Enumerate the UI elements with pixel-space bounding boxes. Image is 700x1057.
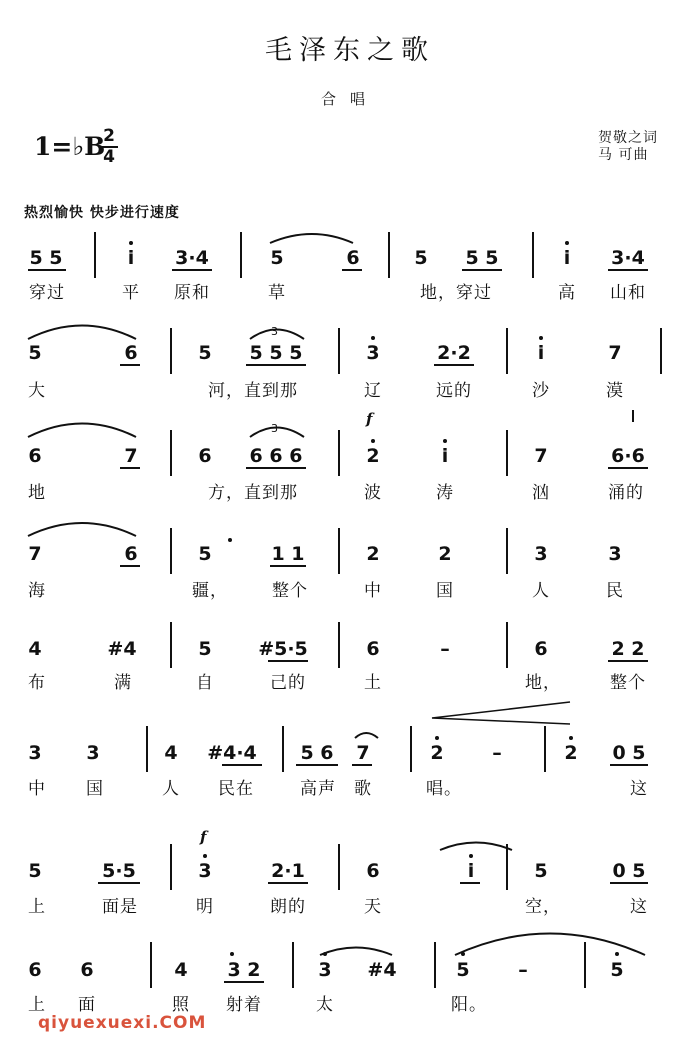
composer: 马 可曲 <box>598 147 649 163</box>
note: 5 <box>28 860 42 882</box>
lyric: 大 <box>28 381 46 401</box>
lyric: 天 <box>364 897 382 917</box>
note-group: 3·4 <box>611 247 645 269</box>
tie-arc <box>28 424 136 438</box>
note: 4 <box>174 959 188 981</box>
note: 3 <box>534 543 548 565</box>
site-watermark: qiyuexuexi.COM <box>38 1013 207 1033</box>
note-group: 2·2 <box>437 342 471 364</box>
time-signature-bottom: 4 <box>103 147 115 167</box>
lyric: 原和 <box>174 283 210 303</box>
note: 7 <box>124 445 138 467</box>
note: 7 <box>356 742 370 764</box>
tuplet-number: 3 <box>271 325 278 338</box>
lyric: 国 <box>436 581 454 601</box>
note: 4 <box>164 742 178 764</box>
note: 6 <box>534 638 548 660</box>
note-group: #4·4 <box>207 742 257 764</box>
lyric: 汹 <box>532 483 550 503</box>
lyric: 山和 <box>610 283 646 303</box>
lyric: 阳。 <box>451 995 487 1015</box>
lyric: 国 <box>86 779 104 799</box>
lyric: 这 <box>630 779 648 799</box>
lyric: 土 <box>364 673 382 693</box>
note-group: 5 5 <box>29 247 63 269</box>
note: 7 <box>608 342 622 364</box>
note: 6 <box>366 860 380 882</box>
note: 3 <box>608 543 622 565</box>
lyric: 整个 <box>610 673 646 693</box>
dynamic-forte: f <box>366 410 373 428</box>
note: 6 <box>80 959 94 981</box>
note: 3 <box>86 742 100 764</box>
lyric: 太 <box>316 995 334 1015</box>
note: 5 <box>198 638 212 660</box>
lyricist: 贺敬之词 <box>598 130 658 146</box>
note: 3 <box>318 959 332 981</box>
dash: – <box>518 959 528 981</box>
lyric: 照 <box>172 995 190 1015</box>
lyric: 地 <box>28 483 46 503</box>
time-signature-top: 2 <box>103 126 115 146</box>
lyric: 草 <box>268 283 286 303</box>
lyric: 唱。 <box>426 779 462 799</box>
lyric: 己的 <box>270 673 306 693</box>
lyric: 方，直到那 <box>208 483 298 503</box>
note: 4 <box>28 638 42 660</box>
lyric: 民 <box>606 581 624 601</box>
note: 5 <box>28 342 42 364</box>
lyric: 河，直到那 <box>208 381 298 401</box>
lyric: 地， <box>525 673 561 693</box>
note-group: 2·1 <box>271 860 305 882</box>
note: 6 <box>28 959 42 981</box>
lyric: 高声 <box>300 779 336 799</box>
note: 2 <box>366 543 380 565</box>
lyric: 中 <box>364 581 382 601</box>
note: 2 <box>430 742 444 764</box>
lyric: 人 <box>532 581 550 601</box>
note: i <box>467 860 475 882</box>
note-group: 5 5 <box>465 247 499 269</box>
song-title: 毛泽东之歌 <box>265 35 435 66</box>
lyric: 歌 <box>354 779 372 799</box>
note-group: 3 2 <box>227 959 261 981</box>
lyric: 平 <box>122 283 140 303</box>
note: 5 <box>198 342 212 364</box>
lyric: 漠 <box>606 381 624 401</box>
lyric: 地，穿过 <box>420 283 492 303</box>
note: 2 <box>438 543 452 565</box>
note: i <box>127 247 135 269</box>
note: 2 <box>366 445 380 467</box>
note: i <box>563 247 571 269</box>
note: 6 <box>28 445 42 467</box>
lyric: 高 <box>558 283 576 303</box>
note: 7 <box>28 543 42 565</box>
note: 6 <box>366 638 380 660</box>
tie-arc <box>270 234 353 243</box>
note-group: 3·4 <box>175 247 209 269</box>
lyric: 布 <box>28 673 46 693</box>
note: 7 <box>534 445 548 467</box>
lyric: 涌的 <box>608 483 644 503</box>
note: 3 <box>366 342 380 364</box>
tie-arc <box>320 948 392 956</box>
note: 3 <box>198 860 212 882</box>
note: i <box>441 445 449 467</box>
note-group: 5 6 <box>300 742 334 764</box>
lyric: 海 <box>28 581 46 601</box>
lyric: 涛 <box>436 483 454 503</box>
lyric: 上 <box>28 995 46 1015</box>
note: 5 <box>198 543 212 565</box>
tuplet-number: 3 <box>271 422 278 435</box>
note: 6 <box>198 445 212 467</box>
lyric: 远的 <box>436 381 472 401</box>
lyric: 穿过 <box>29 283 65 303</box>
key-signature: 1=♭B <box>34 132 106 161</box>
lyric: 面是 <box>102 897 138 917</box>
lyric: 面 <box>78 995 96 1015</box>
note-group: 2 2 <box>611 638 645 660</box>
note: 3 <box>28 742 42 764</box>
lyric: 满 <box>114 673 132 693</box>
note-group: 5·5 <box>102 860 136 882</box>
tie-arc <box>28 523 136 536</box>
tie-arc <box>28 326 136 340</box>
note-group: 5 5 5 <box>249 342 303 364</box>
note: 6 <box>346 247 360 269</box>
tie-arc <box>355 733 378 738</box>
crescendo-hairpin <box>432 702 570 724</box>
lyric: 人 <box>162 779 180 799</box>
dynamic-forte: f <box>200 828 207 846</box>
note: 5 <box>456 959 470 981</box>
lyric: 朗的 <box>270 897 306 917</box>
note: 5 <box>414 247 428 269</box>
lyric: 沙 <box>532 381 550 401</box>
note-group: 1 1 <box>271 543 305 565</box>
note: 5 <box>534 860 548 882</box>
note: 5 <box>270 247 284 269</box>
note: 2 <box>564 742 578 764</box>
performance-type: 合唱 <box>320 90 379 108</box>
lyric: 明 <box>196 897 214 917</box>
lyric: 疆， <box>192 581 228 601</box>
lyric: 这 <box>630 897 648 917</box>
dash: – <box>440 638 450 660</box>
note: #4 <box>367 959 397 981</box>
note-group: 6·6 <box>611 445 645 467</box>
lyric: 民在 <box>218 779 254 799</box>
note-group: 0 5 <box>612 860 646 882</box>
note: 6 <box>124 543 138 565</box>
lyric: 整个 <box>272 581 308 601</box>
lyric: 空， <box>525 897 561 917</box>
note: #4 <box>107 638 137 660</box>
note: 5 <box>610 959 624 981</box>
lyric: 中 <box>28 779 46 799</box>
note-group: #5·5 <box>258 638 308 660</box>
lyric: 辽 <box>364 381 382 401</box>
tempo-marking: 热烈愉快 快步进行速度 <box>24 205 180 221</box>
tie-arc <box>440 843 512 851</box>
lyric: 自 <box>196 673 214 693</box>
note: i <box>537 342 545 364</box>
note: 6 <box>124 342 138 364</box>
note-group: 6 6 6 <box>249 445 303 467</box>
note-group: 0 5 <box>612 742 646 764</box>
lyric: 波 <box>364 483 382 503</box>
lyric: 射着 <box>226 995 262 1015</box>
lyric: 上 <box>28 897 46 917</box>
dash: – <box>492 742 502 764</box>
